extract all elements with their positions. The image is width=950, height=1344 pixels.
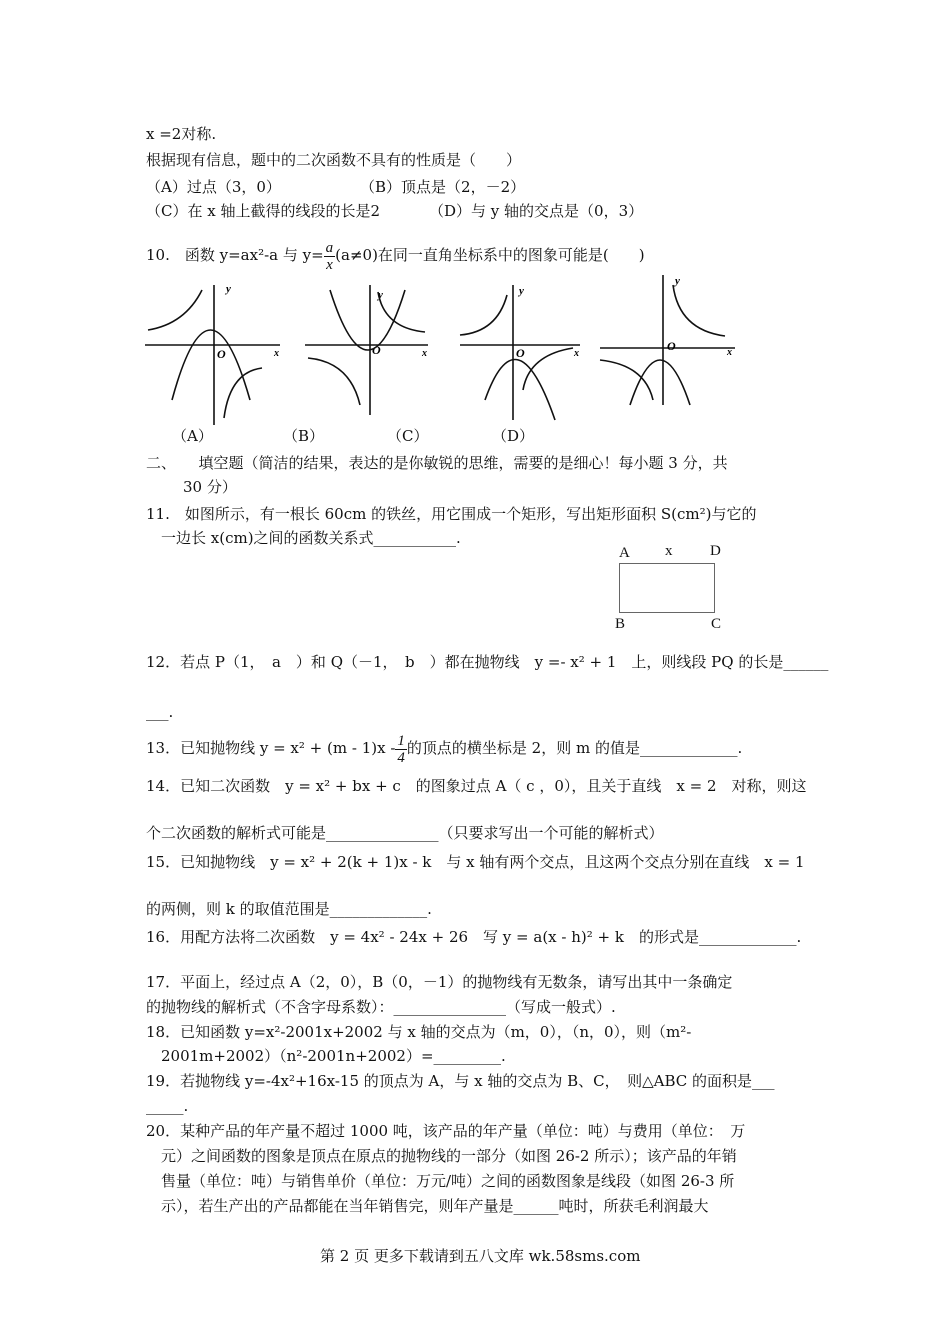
q17-line1: 17．平面上，经过点 A（2，0），B（0，－1）的抛物线有无数条，请写出其中一条确定 [146,973,733,991]
q19-line2: _____. [146,1097,189,1115]
q20-line2: 元）之间函数的图象是顶点在原点的抛物线的一部分（如图 26-2 所示）；该产品的年销 [161,1147,737,1165]
graph-d-x-label: x [727,347,732,358]
graph-c-label: （C） [387,427,429,445]
q14-line2: 个二次函数的解析式可能是_______________（只要求写出一个可能的解析式） [146,824,664,842]
q20-line3: 售量（单位：吨）与销售单价（单位：万元/吨）之间的函数图象是线段（如图 26-3 所 [161,1172,735,1190]
page-footer: 第 2 页 更多下载请到五八文库 wk.58sms.com [320,1247,641,1265]
q10-prefix: 10. 函数 y=ax²-a 与 y= [146,246,324,264]
q15-line1: 15．已知抛物线 y = x² + 2(k + 1)x - k 与 x 轴有两个交点，且这两个交点分别在直线 x = 1 [146,853,805,871]
graph-b [300,280,435,430]
rect-label-b: B [615,616,626,632]
q11-line1: 11. 如图所示，有一根长 60cm 的铁丝，用它围成一个矩形，写出矩形面积 S(cm²)与它的 [146,505,757,523]
q18-line1: 18．已知函数 y=x²-2001x+2002 与 x 轴的交点为（m，0），（n，0），则（m²- [146,1023,692,1041]
rect-label-c: C [711,616,722,632]
rect-label-a: A [619,545,630,561]
graph-b-origin: O [372,343,381,357]
graph-c [455,280,590,430]
q10-suffix: (a≠0)在同一直角坐标系中的图象可能是( ) [335,246,645,264]
rect-label-d: D [710,543,721,559]
q20-line1: 20．某种产品的年产量不超过 1000 吨，该产品的年产量（单位：吨）与费用（单位： 万 [146,1122,746,1140]
q9-option-d: （D）与 y 轴的交点是（0，3） [429,202,644,220]
graph-c-y-label: y [519,285,524,297]
q13-frac-bottom: 4 [397,749,405,766]
q13-prefix: 13．已知抛物线 y = x² + (m - 1)x - [146,739,396,757]
graph-a-label: （A） [172,427,213,445]
graph-b-label: （B） [283,427,325,445]
section-2-title-cont: 30 分） [183,478,237,496]
q14-line1: 14．已知二次函数 y = x² + bx + c 的图象过点 A（ c ，0），且关于直线 x = 2 对称，则这 [146,777,807,795]
q16-text: 16．用配方法将二次函数 y = 4x² - 24x + 26 写 y = a(x - h)² + k 的形式是_____________. [146,928,802,946]
q9-tail: x =2对称. [146,125,217,143]
q12-cont: ___. [146,703,174,721]
graph-a [140,280,290,430]
graph-d [595,270,740,410]
q9-option-c: （C）在 x 轴上截得的线段的长是2 [146,202,381,220]
graph-d-origin: O [667,339,676,353]
graph-a-origin: O [217,347,226,361]
graph-b-x-label: x [422,348,427,359]
graph-c-x-label: x [574,348,579,359]
graph-a-x-label: x [274,348,279,359]
q11-line2: 一边长 x(cm)之间的函数关系式___________. [161,529,461,547]
q20-line4: 示），若生产出的产品都能在当年销售完，则年产量是______吨时，所获毛利润最大 [161,1197,709,1215]
q13-suffix: 的顶点的横坐标是 2，则 m 的值是_____________. [406,739,743,757]
graph-d-y-label: y [675,275,680,287]
graph-b-y-label: y [378,289,383,301]
q13-fraction [395,733,407,766]
q10-stem [146,238,645,273]
q15-line2: 的两侧，则 k 的取值范围是_____________. [146,900,432,918]
graph-c-origin: O [516,346,525,360]
q9-option-a: （A）过点（3，0） [146,178,281,196]
q10-fraction [324,240,336,273]
section-2-title: 二、 填空题（简洁的结果，表达的是你敏锐的思维，需要的是细心！每小题 3 分，共 [146,454,728,472]
q18-line2: 2001m+2002）（n²-2001n+2002）=_________. [161,1047,506,1065]
q12-text: 12．若点 P（1， a ）和 Q（－1， b ）都在抛物线 y =- x² + 1 上，则线段 PQ 的长是______ [146,653,829,671]
rect-label-x: x [665,543,673,559]
q9-option-b: （B）顶点是（2，－2） [360,178,526,196]
q19-line1: 19．若抛物线 y=-4x²+16x-15 的顶点为 A，与 x 轴的交点为 B、C， 则△ABC 的面积是___ [146,1072,775,1090]
graph-d-label: （D） [492,427,535,445]
q9-stem: 根据现有信息，题中的二次函数不具有的性质是（ ） [146,151,522,169]
q10-frac-top: a [325,239,334,256]
graph-a-y-label: y [226,283,231,295]
q13-frac-top: 1 [397,732,405,749]
rectangle-figure [619,563,715,613]
q10-frac-bottom: x [326,256,333,273]
q13-text [146,730,742,766]
q17-line2: 的抛物线的解析式（不含字母系数）：_______________（写成一般式）. [146,998,616,1016]
